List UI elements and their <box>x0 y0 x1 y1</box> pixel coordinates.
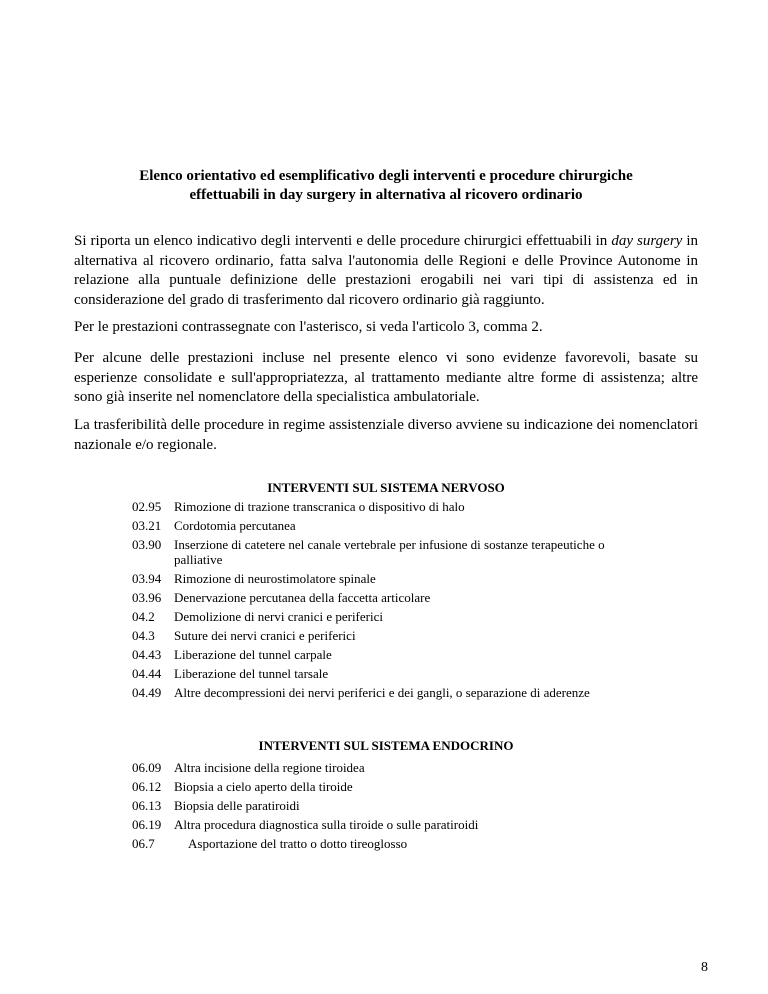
page-number: 8 <box>701 960 708 975</box>
list-item <box>132 571 652 586</box>
procedure-code: 06.13 <box>132 798 162 813</box>
procedure-code: 06.12 <box>132 779 162 794</box>
procedure-code: 04.43 <box>132 647 162 662</box>
procedure-description: Demolizione di nervi cranici e periferici <box>174 609 383 624</box>
intro-paragraph-1 <box>74 232 698 310</box>
intro-p1-text-end: in alternativa al ricovero ordinario, fatta salva l'autonomia delle Regioni e delle Province Autonome in relazione alla puntuale definizione delle prestazioni erogabili nei vari tipi di assistenza ed in considerazione del grado di trasferimento dal ricovero ordinario già raggiunto. <box>74 233 699 308</box>
procedure-code: 06.09 <box>132 760 162 775</box>
procedure-description: Rimozione di neurostimolatore spinale <box>174 571 376 586</box>
procedure-code: 04.49 <box>132 685 162 700</box>
list-item <box>132 779 652 794</box>
list-item <box>132 609 652 624</box>
procedure-code: 02.95 <box>132 499 162 514</box>
procedure-description: Cordotomia percutanea <box>174 518 296 533</box>
procedure-code: 03.90 <box>132 537 162 552</box>
procedure-description: Liberazione del tunnel tarsale <box>174 666 329 681</box>
procedure-code: 06.19 <box>132 817 162 832</box>
list-item <box>132 685 652 700</box>
title-line-2: effettuabili in day surgery in alternativa al ricovero ordinario <box>189 187 583 203</box>
procedure-description: Suture dei nervi cranici e periferici <box>174 628 356 643</box>
procedure-code: 04.3 <box>132 628 155 643</box>
procedure-description: Rimozione di trazione transcranica o dispositivo di halo <box>174 499 465 514</box>
procedure-code: 04.44 <box>132 666 162 681</box>
document-title <box>74 167 698 205</box>
list-item <box>132 817 652 832</box>
list-item <box>132 590 652 605</box>
procedure-list-nervoso <box>132 499 652 704</box>
procedure-description: Inserzione di catetere nel canale vertebrale per infusione di sostanze terapeutiche o palliative <box>174 537 605 567</box>
procedure-code: 04.2 <box>132 609 155 624</box>
procedure-description: Biopsia delle paratiroidi <box>174 798 300 813</box>
section-heading-nervoso: INTERVENTI SUL SISTEMA NERVOSO <box>267 480 505 495</box>
procedure-code: 03.96 <box>132 590 162 605</box>
list-item <box>132 628 652 643</box>
procedure-description: Altra incisione della regione tiroidea <box>174 760 365 775</box>
list-item <box>132 518 652 533</box>
list-item <box>132 798 652 813</box>
intro-p1-italic-day: day <box>611 233 634 249</box>
list-item <box>132 647 652 662</box>
title-line-1: Elenco orientativo ed esemplificativo degli interventi e procedure chirurgiche <box>139 168 633 184</box>
procedure-code: 03.21 <box>132 518 162 533</box>
procedure-description: Liberazione del tunnel carpale <box>174 647 332 662</box>
procedure-description: Asportazione del tratto o dotto tireoglosso <box>188 836 408 851</box>
procedure-description: Denervazione percutanea della faccetta articolare <box>174 590 431 605</box>
intro-p1-italic-surgery: surgery <box>637 233 683 249</box>
intro-paragraph-2: Per le prestazioni contrassegnate con l'asterisco, si veda l'articolo 3, comma 2. <box>74 319 543 335</box>
intro-paragraph-4: La trasferibilità delle procedure in regime assistenziale diverso avviene su indicazione dei nomenclatori nazionale e/o regionale. <box>74 417 698 453</box>
procedure-description: Altra procedura diagnostica sulla tiroide o sulle paratiroidi <box>174 817 479 832</box>
intro-p1-text-start: Si riporta un elenco indicativo degli interventi e delle procedure chirurgici effettuabili in <box>74 233 608 249</box>
list-item <box>132 537 652 567</box>
procedure-description: Biopsia a cielo aperto della tiroide <box>174 779 353 794</box>
list-item <box>132 836 652 851</box>
list-item <box>132 499 652 514</box>
procedure-list-endocrino <box>132 760 652 855</box>
section-heading-endocrino: INTERVENTI SUL SISTEMA ENDOCRINO <box>258 738 514 753</box>
intro-paragraph-3: Per alcune delle prestazioni incluse nel presente elenco vi sono evidenze favorevoli, basate su esperienze consolidate e sull'appropriatezza, al trattamento mediante altre forme di assistenza; altre sono già inserite nel nomenclatore della specialistica ambulatoriale. <box>74 350 698 405</box>
list-item <box>132 760 652 775</box>
list-item <box>132 666 652 681</box>
procedure-code: 03.94 <box>132 571 162 586</box>
procedure-description: Altre decompressioni dei nervi periferici e dei gangli, o separazione di aderenze <box>174 685 590 700</box>
procedure-code: 06.7 <box>132 836 155 851</box>
